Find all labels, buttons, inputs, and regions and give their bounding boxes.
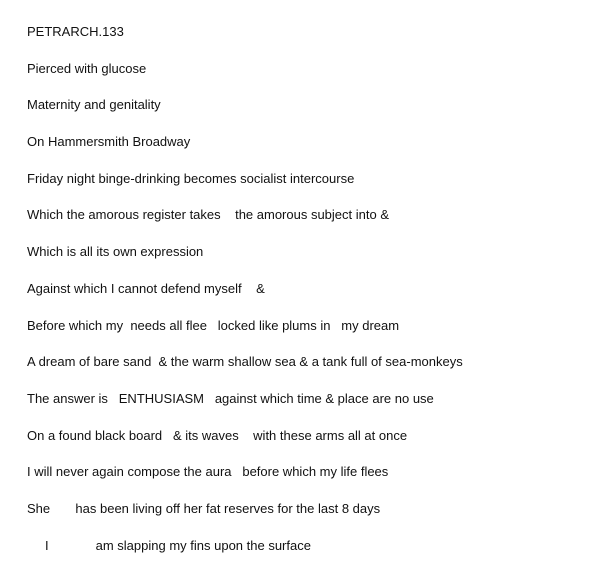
poem-title: PETRARCH.133 — [27, 24, 124, 39]
poem-line: Maternity and genitality — [27, 97, 161, 113]
poem-page — [27, 24, 597, 574]
poem-line: Which the amorous register takes the amorous subject into & — [27, 207, 390, 223]
poem-line: Which is all its own expression — [27, 244, 204, 260]
poem-line: I will never again compose the aura before which my life flees — [27, 464, 389, 480]
poem-line: I am slapping my fins upon the surface — [27, 537, 311, 553]
poem-line: Before which my needs all flee locked like plums in my dream — [27, 317, 400, 333]
poem-line: On a found black board & its waves with these arms all at once — [27, 427, 408, 443]
poem-line: She has been living off her fat reserves for the last 8 days — [27, 500, 381, 516]
poem-line: Friday night binge-drinking becomes socialist intercourse — [27, 170, 355, 186]
poem-line: Against which I cannot defend myself & — [27, 280, 265, 296]
poem-line: The answer is ENTHUSIASM against which time & place are no use — [27, 390, 434, 406]
poem-line: A dream of bare sand & the warm shallow sea & a tank full of sea-monkeys — [27, 354, 463, 370]
poem-line: Pierced with glucose — [27, 60, 147, 76]
poem-line: On Hammersmith Broadway — [27, 134, 191, 150]
